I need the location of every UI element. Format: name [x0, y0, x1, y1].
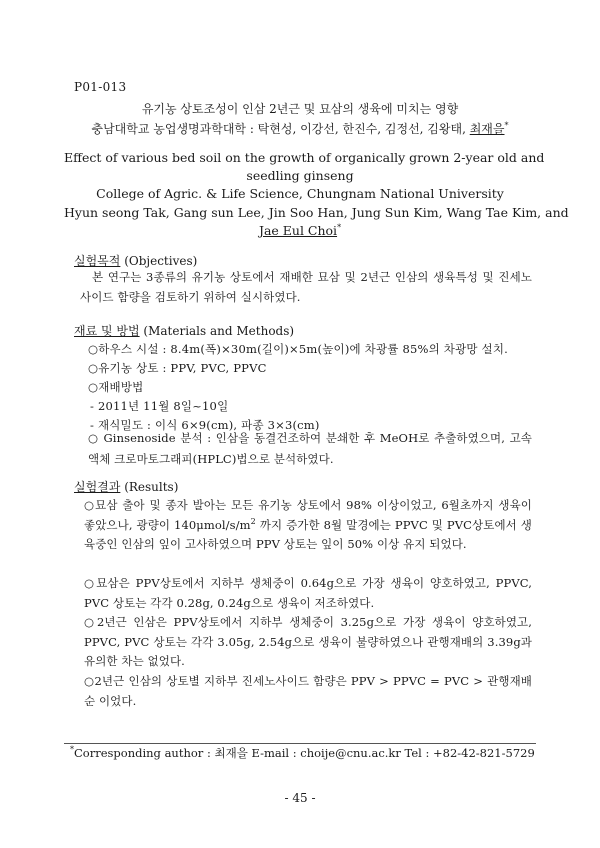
results-p1-part-b: 까지 증가한 8월 말경에는 PPVC 및 PVC상토에서 생육중인 인삼의 잎이 고사하였으며 PPV 상토는 잎이 50% 이상 유지 되었다. — [84, 517, 532, 551]
english-authors-line2 — [64, 223, 536, 238]
footnote-text: Corresponding author : 최재을 E-mail : choije@cnu.ac.kr Tel : +82-42-821-5729 — [74, 746, 535, 760]
korean-title: 유기농 상토조성이 인삼 2년근 및 묘삼의 생육에 미치는 영향 — [141, 102, 459, 116]
footnote — [70, 745, 535, 761]
results-paragraph-1 — [84, 496, 532, 555]
results-paragraph-3: ○2년근 인삼은 PPV상토에서 지하부 생체중이 3.25g으로 가장 생육이 양호하였고, PPVC, PVC 상토는 각각 3.05g, 2.54g으로 생육이 불량하였으나 관행재배의 3.39g과 유의한 차는 없었다. — [84, 615, 532, 668]
results-heading-en: (Results) — [120, 480, 179, 494]
objectives-text: 본 연구는 3종류의 유기농 상토에서 재배한 묘삼 및 2년근 인삼의 생육특성 및 진세노사이드 함량을 검토하기 위하여 실시하였다. — [80, 270, 532, 304]
results-p1-part-a: ○묘삼 출아 및 종자 발아는 모든 유기농 상토에서 98% 이상이었고, 6월초까지 생육이 좋았으나, 광량이 140μmol/s/m — [84, 498, 532, 532]
english-title-line1: Effect of various bed soil on the growth of organically grown 2-year old and — [64, 150, 545, 165]
abstract-code: P01-013 — [74, 80, 127, 94]
objectives-heading-ko: 실험목적 — [74, 254, 121, 268]
korean-affiliation — [64, 120, 536, 137]
korean-affiliation-text: 충남대학교 농업생명과학대학 : 탁현성, 이강선, 한진수, 김정선, 김왕태, — [91, 122, 470, 136]
results-paragraph-2: ○묘삼은 PPV상토에서 지하부 생체중이 0.64g으로 가장 생육이 양호하였고, PPVC, PVC 상토는 각각 0.28g, 0.24g으로 생육이 저조하였다. — [84, 576, 532, 610]
english-authors-line1: Hyun seong Tak, Gang sun Lee, Jin Soo Han, Jung Sun Kim, Wang Tae Kim, and — [64, 205, 569, 220]
korean-corresponding-asterisk: * — [504, 121, 509, 130]
english-title-line2: seedling ginseng — [246, 168, 354, 183]
results-p1-superscript: 2 — [250, 516, 256, 526]
results-heading-ko: 실험결과 — [74, 480, 121, 494]
methods-ginsenoside: ○ Ginsenoside 분석 : 인삼을 동결건조하여 분쇄한 후 MeOH로 추출하였으며, 고속액체 크로마토그래피(HPLC)법으로 분석하였다. — [88, 431, 532, 466]
english-corresponding-asterisk: * — [337, 222, 342, 232]
methods-line-house: ○하우스 시설 : 8.4m(폭)×30m(길이)×5m(높이)에 차광률 85%의 차광망 설치. — [88, 342, 509, 356]
methods-line-date: - 2011년 11월 8일~10일 — [90, 399, 229, 413]
english-affiliation: College of Agric. & Life Science, Chungnam National University — [96, 186, 504, 201]
footnote-divider — [64, 743, 536, 744]
english-corresponding-author: Jae Eul Choi — [258, 223, 338, 238]
methods-heading-ko: 재료 및 방법 — [74, 324, 140, 338]
methods-line-bed-soil: ○유기농 상토 : PPV, PVC, PPVC — [88, 361, 267, 375]
results-paragraph-4: ○2년근 인삼의 상토별 지하부 진세노사이드 함량은 PPV > PPVC = PVC > 관행재배 순 이었다. — [84, 674, 532, 708]
methods-heading — [74, 322, 294, 339]
objectives-heading-en: (Objectives) — [120, 254, 198, 268]
footnote-asterisk: * — [70, 745, 74, 755]
korean-corresponding-author: 최재을 — [469, 122, 505, 136]
objectives-heading — [74, 252, 197, 269]
results-heading — [74, 478, 178, 495]
methods-line-density: - 재식밀도 : 이식 6×9(cm), 파종 3×3(cm) — [90, 418, 320, 432]
methods-line-cultivation: ○재배방법 — [88, 380, 144, 394]
page-number: - 45 - — [284, 791, 316, 805]
methods-heading-en: (Materials and Methods) — [139, 324, 295, 338]
